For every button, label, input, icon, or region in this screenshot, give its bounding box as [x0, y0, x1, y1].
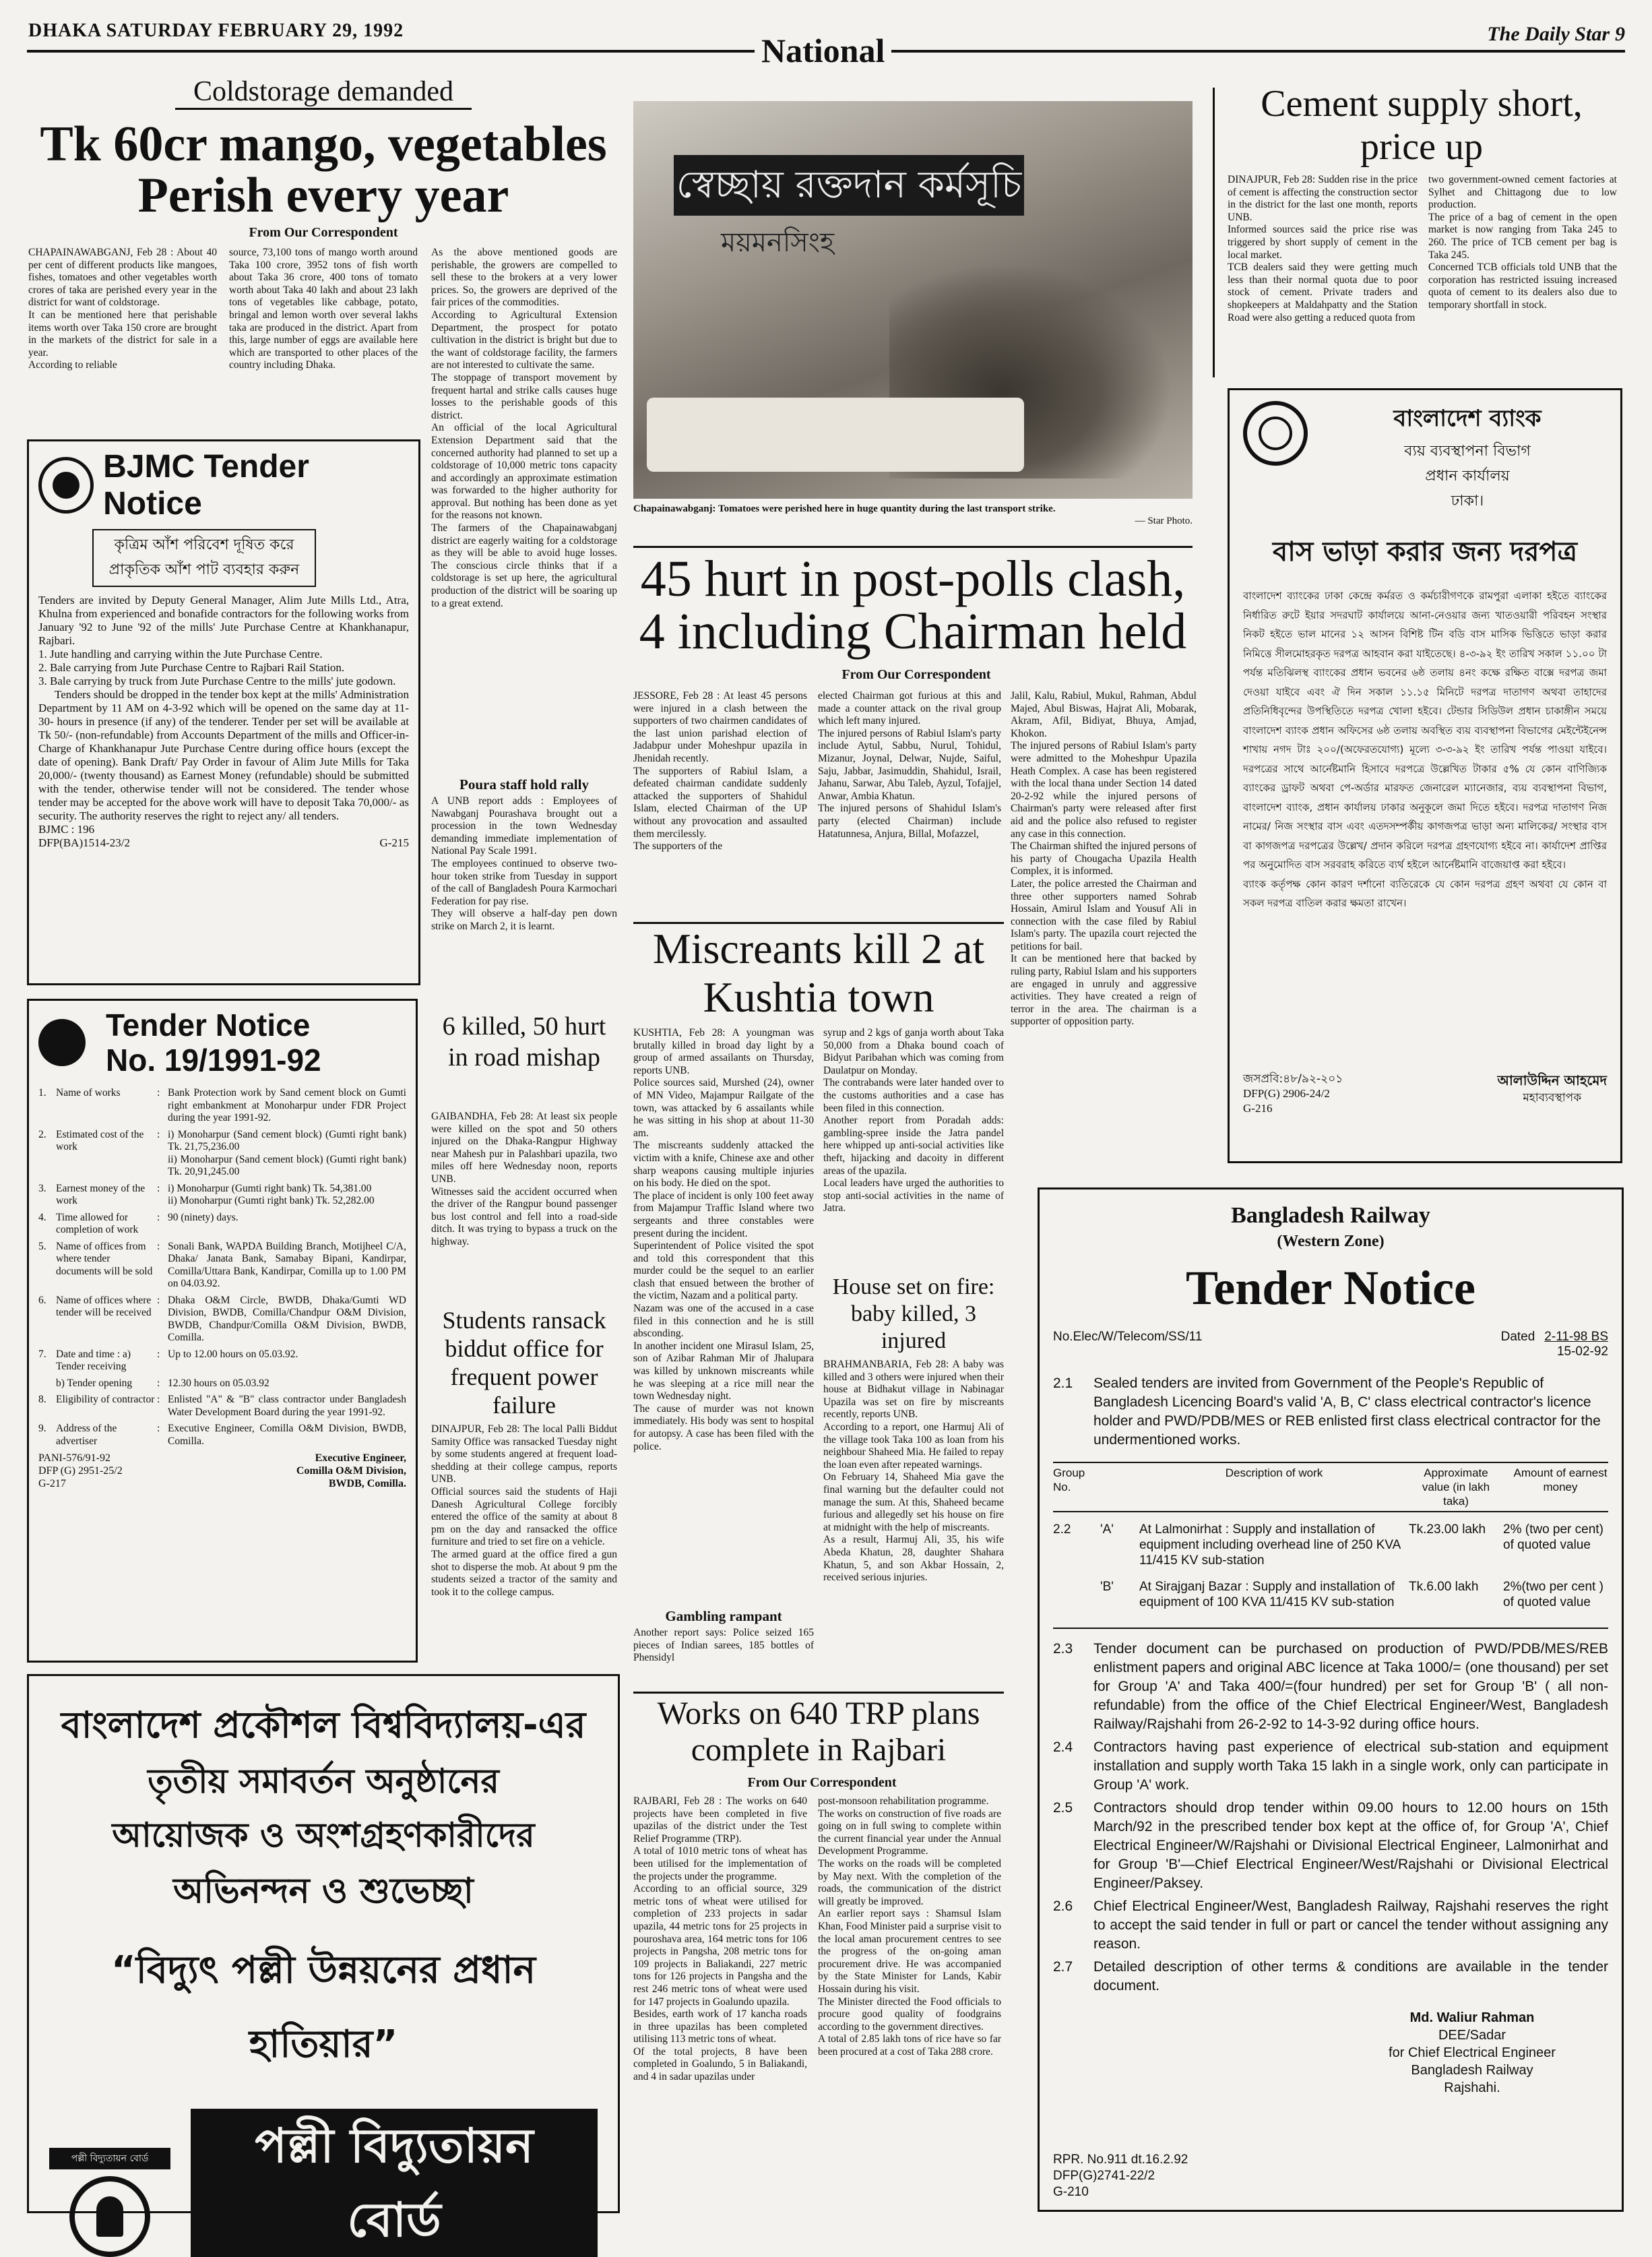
railway-para-text: Tender document can be purchased on production of PWD/PDB/MES/REB enlistment papers and original ABC licence at Taka 1000/= (one thousand) per set for Group 'A' and Taka 400/=(four hundred) per set for Group 'B' ( all non-refundable) from the office of the Chief Electrical Engineer/West, Bangladesh Railway/Rajshahi from 26-2-92 to 14-3-92 during office hours.: [1093, 1641, 1608, 1732]
paper-name: The Daily Star: [1487, 23, 1610, 45]
tender19-row-colon: :: [157, 1423, 160, 1434]
railway-title: Bangladesh Railway: [1231, 1203, 1430, 1228]
tender19-title-2: No. 19/1991-92: [106, 1043, 321, 1078]
tender19-row-value: 12.30 hours on 05.03.92: [168, 1377, 269, 1389]
railway-notice: Tender Notice: [1186, 1261, 1475, 1315]
rural-badge: [49, 2148, 170, 2257]
bb-sub-2: প্রধান কার্যালয়: [1425, 468, 1510, 485]
tender19-row-label: Name of offices from where tender documents will be sold: [56, 1240, 153, 1277]
tender19-rows: [38, 1087, 406, 1448]
tender19-title-1: Tender Notice: [106, 1008, 311, 1043]
tender19-row-num: 5.: [38, 1240, 46, 1252]
tender19-row-num: 3.: [38, 1182, 46, 1194]
photo-caption-text: Chapainawabganj: Tomatoes were perished here in huge quantity during the last transport strike.: [633, 503, 1056, 514]
tender19-row-label: Eligibility of contractor: [56, 1394, 155, 1405]
kushtia-col-1: KUSHTIA, Feb 28: A youngman was brutally killed in broad day light by a group of armed assailants on Thursday, reports UNB. Police sources said, Murshed (24), owner of MN Video, Majampur Railgate of the town, was attacked by 6 assailants while he was sitting in his shop at about 11-30 am. The miscreants suddenly attacked the victim with a knife, Chinese axe and other sharp weapons causing multiple injuries on his body. He died on the spot. The place of incident is only 100 feet away from Majampur Traffic Island where two sergeants and three constables were present during the incident. Superintendent of Police visited the spot and told this correspondent that this murder could be the sequel to an earlier clash that ensued between the brother of the victim, Nazam and a political party. Nazam was one of the accused in a case filed in this connection and he is still absconding. In another incident one Mirasul Islam, 25, son of Azibar Rahman Mir of Jhalupara was killed by unknown miscreants while he was sleeping at a rice mill near the town Wednesday night. The cause of murder was not known immediately. His body was sent to hospital for autopsy. A case has been filed with the police.: [633, 1027, 814, 1452]
tender19-row-colon: :: [157, 1211, 160, 1223]
railway-para-21-text: Sealed tenders are invited from Government of the People's Republic of Bangladesh Licencing Board's valid 'A, B, C' class electrical contractor's licence holder and PWD/PDB/MES or REB enlisted first class electrical contractor for the undermentioned works.: [1093, 1375, 1601, 1448]
tender19-row-value: Bank Protection work by Sand cement block on Gumti right embankment at Monoharpur under FDR Project during the year 1991-92.: [168, 1087, 406, 1123]
mishap-body: GAIBANDHA, Feb 28: At least six people were killed on the spot and 50 others injured on the Dhaka-Rangpur Highway near Mahesh pur in Palashbari upazila, two miles off here Wednesday noon, reports UNB. Witnesses said the accident occurred when the driver of the Rangpur bound passenger bus lost control and fell into a road-side ditch. It was trying to bypass a truck on the highway.: [431, 1111, 617, 1247]
tender19-row-num: 7.: [38, 1348, 46, 1360]
railway-ref-1: RPR. No.911 dt.16.2.92: [1053, 2153, 1188, 2167]
railway-para-num: 2.6: [1053, 1898, 1073, 1914]
kushtia-sub-body: Another report says: Police seized 165 pieces of Indian sarees, 185 bottles of Phensidyl: [633, 1627, 814, 1664]
railway-cell-em: 2%(two per cent ) of quoted value: [1503, 1580, 1603, 1609]
railway-th-earnest: Amount of earnest money: [1513, 1466, 1608, 1493]
rural-line-3: আয়োজক ও অংশগ্রহণকারীদের: [112, 1816, 535, 1855]
poura-body: A UNB report adds : Employees of Nawabganj Pourashava brought out a procession in the town Wednesday demanding immediate implementation of National Pay Scale 1991. The employees continued to observe two-hour token strike from Tuesday in support of the call of Bangladesh Poura Karmochari Federation for pay rise. They will observe a half-day pen down strike on March 2, it is learnt.: [431, 795, 617, 932]
tender19-row-colon: :: [157, 1348, 160, 1360]
tender19-row-num: [38, 1378, 56, 1390]
railway-ref-line: [1053, 1330, 1608, 1359]
page-number: 9: [1615, 23, 1625, 45]
tender19-row-label: Name of offices where tender will be received: [56, 1294, 152, 1318]
tender19-ref-2: DFP (G) 2951-25/2: [38, 1465, 123, 1477]
railway-dated-1: 2-11-98 BS: [1544, 1330, 1608, 1344]
rural-line-4: অভিনন্দন ও শুভেচ্ছা: [173, 1871, 474, 1911]
railway-signature: [1336, 2009, 1608, 2097]
tender19-row-label: Time allowed for completion of work: [56, 1211, 139, 1235]
railway-dated-label: Dated: [1500, 1330, 1535, 1344]
rural-line-2: তৃতীয় সমাবর্তন অনুষ্ঠানের: [148, 1762, 499, 1801]
tender19-row-value: Executive Engineer, Comilla O&M Division, BWDB, Comilla.: [168, 1423, 406, 1447]
rural-logo-icon: [69, 2176, 150, 2257]
tender19-row-colon: :: [157, 1377, 160, 1389]
tender19-row: [38, 1087, 406, 1125]
tender19-row: [38, 1183, 406, 1208]
poura-subhead: Poura staff hold rally: [459, 776, 589, 793]
railway-th-blank: [1100, 1466, 1139, 1508]
railway-table-body: [1053, 1512, 1608, 1628]
mango-byline: From Our Correspondent: [249, 225, 398, 240]
photo-caption: [633, 503, 1193, 527]
railway-sign-1: Md. Waliur Rahman: [1409, 2010, 1535, 2025]
railway-para-text: Detailed description of other terms & conditions are available in the tender document.: [1093, 1959, 1608, 1993]
railway-sign-5: Rajshahi.: [1444, 2080, 1500, 2095]
fire-headline: House set on fire: baby killed, 3 injured: [832, 1274, 995, 1353]
tender19-row: [38, 1423, 406, 1448]
railway-cell-g: [1053, 1579, 1100, 1610]
bjmc-footer: [38, 836, 409, 850]
bjmc-tender-box: [27, 439, 420, 985]
tender19-row-value: Dhaka O&M Circle, BWDB, Dhaka/Gumti WD Division, BWDB, Comilla/Chandpur O&M Division, BWDB, Chandpur/Comilla O&M Division, BWDB, Comilla.: [168, 1294, 406, 1343]
fire-body: BRAHMANBARIA, Feb 28: A baby was killed and 3 others were injured when their house at Bidhakut village in Nabinagar Upazila was set on fire by miscreants recently, reports UNB. According to a report, one Harmuj Ali of the village took Taka 100 as loan from his neighbour Shaheed Mia. He failed to repay the loan even after repeated warnings. On February 14, Shaheed Mia gave the final warning but the defaulter could not manage the sum. At this, Shaheed became furious and allegedly set his house on fire at midnight with the help of miscreants. As a result, Harmuj Ali, 35, his wife Abeda Khatun, 28, daughter Shahara Khatun, 5, and son Akbar Hossain, 2, received serious injuries.: [823, 1359, 1004, 1584]
railway-refs: [1053, 2152, 1188, 2200]
railway-para-21-num: 2.1: [1053, 1375, 1073, 1391]
railway-para-text: Contractors should drop tender within 09.00 hours to 12.00 hours on 15th March/92 in the prescribed tender box kept at the office of, for Group 'A', Chief Electrical Engineer/W/Rajshahi or Divisional Electrical Engineer, Lalmonirhat and for Group 'B'—Chief Electrical Engineer/West/Rajshahi or Divisional Electrical Engineer/Paksey.: [1093, 1800, 1608, 1891]
tender19-row-num: 6.: [38, 1294, 46, 1306]
kushtia-headline: Miscreants kill 2 at Kushtia town: [652, 925, 985, 1021]
trp-top-rule: [633, 1692, 1004, 1694]
photo-stretcher: [647, 398, 1024, 472]
tender19-code: G-217: [38, 1478, 66, 1489]
mango-headline-2: Perish every year: [137, 168, 509, 223]
tender19-row-label: Address of the advertiser: [56, 1423, 117, 1447]
railway-sign-2: DEE/Sadar: [1438, 2028, 1506, 2043]
tender19-row-label: Date and time : a) Tender receiving: [56, 1348, 131, 1372]
clash-byline: From Our Correspondent: [841, 667, 991, 682]
tender19-row-label: b) Tender opening: [56, 1377, 133, 1389]
railway-para: [1053, 1958, 1608, 1996]
railway-cell-val: Tk.6.00 lakh: [1409, 1580, 1479, 1594]
tender19-row-colon: :: [157, 1128, 160, 1140]
photo-banner-2: ময়মনসিংহ: [721, 227, 834, 258]
railway-zone: (Western Zone): [1277, 1233, 1385, 1250]
railway-cell-s: 'B': [1100, 1580, 1114, 1594]
tender19-row-value: 90 (ninety) days.: [168, 1211, 239, 1223]
railway-para: [1053, 1738, 1608, 1795]
trp-byline: From Our Correspondent: [747, 1775, 897, 1790]
tender19-sign-1: Executive Engineer,: [315, 1452, 406, 1464]
tender19-row: [38, 1394, 406, 1419]
paper-page: [1487, 23, 1625, 46]
bjmc-title: BJMC Tender Notice: [103, 449, 309, 522]
tender19-row-label: Estimated cost of the work: [56, 1128, 144, 1152]
kushtia-col-2: syrup and 2 kgs of ganja worth about Taka 50,000 from a Dhaka bound coach of Bidyut Paribahan which was coming from Daulatpur on Monday. The contrabands were later handed over to the customs authorities and a case has been filed in this connection. Another report from Poradah adds: gambling-spree inside the Jatra pandel here whipped up anti-social activities like theft, hijacking and dacoity in different areas of the upazila. Local leaders have urged the authorities to stop anti-social activities in the name of Jatra.: [823, 1027, 1004, 1214]
railway-para-num: 2.4: [1053, 1739, 1073, 1755]
tender19-row: [38, 1241, 406, 1291]
bjmc-ref-1: BJMC : 196: [38, 823, 95, 836]
railway-para-text: Chief Electrical Engineer/West, Bangladesh Railway, Rajshahi reserves the right to accept the said tender in full or part or cancel the tender without assigning any reason.: [1093, 1898, 1608, 1952]
railway-para-num: 2.5: [1053, 1800, 1073, 1816]
tender19-row-value: Up to 12.00 hours on 05.03.92.: [168, 1348, 298, 1360]
tender19-row-colon: :: [157, 1394, 160, 1405]
railway-cell-g: 2.2: [1053, 1522, 1071, 1537]
railway-table-row: [1053, 1522, 1608, 1568]
tender19-row-label: Earnest money of the work: [56, 1182, 146, 1206]
railway-cell-desc: At Sirajganj Bazar : Supply and installation of equipment of 100 KVA 11/415 KV sub-station: [1139, 1580, 1395, 1609]
bb-headline: বাস ভাড়া করার জন্য দরপত্র: [1273, 536, 1577, 567]
bb-sign-2: মহাব্যবস্থাপক: [1523, 1091, 1582, 1105]
railway-th-value: Approximate value (in lakh taka): [1422, 1466, 1490, 1508]
dateline: DHAKA SATURDAY FEBRUARY 29, 1992: [28, 20, 404, 41]
rural-quote: “বিদ্যুৎ পল্লী উন্নয়নের প্রধান হাতিয়ার”: [110, 1948, 536, 2066]
railway-cell-desc: At Lalmonirhat : Supply and installation of equipment including overhead line of 250 KVA 11/415 KV sub-station: [1139, 1522, 1401, 1568]
kushtia-subhead: Gambling rampant: [665, 1608, 782, 1624]
tender19-header: [38, 1008, 406, 1078]
cement-headline: Cement supply short, price up: [1261, 83, 1583, 168]
tender19-footer: [38, 1452, 406, 1490]
tender19-row-colon: :: [157, 1240, 160, 1252]
tender19-row: [38, 1349, 406, 1373]
bb-logo-icon: [1243, 401, 1308, 466]
bb-ref-2: DFP(G) 2906-24/2: [1243, 1087, 1330, 1100]
clash-headline-2: 4 including Chairman held: [639, 603, 1187, 660]
tender19-ref-1: PANI-576/91-92: [38, 1452, 110, 1464]
bb-footer: [1243, 1072, 1607, 1116]
railway-table-header: [1053, 1463, 1608, 1512]
railway-paras: [1053, 1640, 1608, 1996]
clash-col-3: Jalil, Kalu, Rabiul, Mukul, Rahman, Abdul Majed, Abul Biswas, Hajrat Ali, Mobarak, Akram, Afil, Bidiyat, Bhuya, Amjad, Khokon. The injured persons of Rabiul Islam's party were admitted to the Moheshpur Upazila Heath Complex. A case has been registered with the local thana under Section 14 dated 20-2-92 while the injured persons of Chairman's party were released after first aid and the police also refused to register any case in this connection. The Chairman shifted the injured persons of his party of Chougacha Upazila Health Complex, it is informed. Later, the police arrested the Chairman and three other supporters named Sohrab Hossain, Amirul Islam and Yousuf Ali in connection with the case filed by Rabiul Islam's party. The upazila court rejected the petitions for bail. It can be mentioned here that backed by ruling party, Rabiul Islam and his supporters are engaged in unruly and aggressive activities. They have created a reign of terror in the area. The chairman is a supporter of opposition party.: [1011, 690, 1197, 1028]
tender19-row-num: 1.: [38, 1087, 46, 1099]
mango-headline-1: Tk 60cr mango, vegetables: [40, 117, 607, 172]
biddut-headline: Students ransack biddut office for frequent power failure: [442, 1307, 606, 1419]
bjmc-slogan-box: [92, 529, 316, 587]
photo-credit: — Star Photo.: [1135, 516, 1193, 526]
photo-banner: স্বেচ্ছায় রক্তদান কর্মসূচি: [674, 155, 1024, 216]
tender19-row-label: Name of works: [56, 1087, 121, 1099]
tender19-row: [38, 1129, 406, 1179]
railway-table-row: [1053, 1579, 1608, 1610]
mango-col-3: As the above mentioned goods are perishable, the growers are compelled to sell these to the brokers at a very lower prices. So, the growers are deprived of the fair prices of the commodities. According to Agricultural Extension Department, the prospect for potato cultivation in the district is bright but due to the want of coldstorage facility, the farmers are not interested to cultivate the same. The stoppage of transport movement by frequent hartal and strike calls causes huge losses to the perishable goods of this district. An official of the local Agricultural Extension Department said that the concerned authority had planned to set up a coldstorage of 10,000 metric tons capacity and accordingly an approximate estimation was forwarded to the higher authority for approval. But nothing has been done as yet for the reasons not known. The farmers of the Chapainawabganj district are eagerly waiting for a coldstorage as they will be able to avoid huge losses. The conscious circle thinks that if a coldstorage is set up here, the agricultural production of the district will be soaring up to a great extend.: [431, 247, 617, 609]
bb-title: বাংলাদেশ ব্যাংক: [1393, 405, 1542, 432]
railway-cell-s: 'A': [1100, 1522, 1114, 1537]
railway-ref-2: DFP(G)2741-22/2: [1053, 2169, 1155, 2183]
railway-code: G-210: [1053, 2185, 1089, 2199]
blood-donation-photo: [633, 101, 1193, 499]
bjmc-body: Tenders should be dropped in the tender box kept at the mills' Administration Department by 11 AM on 4-3-92 which will be opened on the same day at 11-30- hours in presence (if any) of the tenderer. Tender per set will be available at Tk 50/- (non-refundable) from Accounts Department of the mills and Officer-in-Charge of Khankhanapur Jute Purchase Centre during office hours (except the date of opening). Bank Draft/ Pay Order in favour of Alim Jute Mills for Taka 20,000/- (twenty thousand) as Earnest Money (refundable) should be submitted with the tender, otherwise tender will not be considered. The tender whose tender may be accepted for the above work will have to deposit Taka 70,000/- as security. The authority reserves the right to reject any/ all tenders.: [38, 688, 409, 822]
railway-para: [1053, 1640, 1608, 1734]
clash-col-2: elected Chairman got furious at this and made a counter attack on the rival group which left many injured. The injured persons of Rabiul Islam's party include Aytul, Sabbu, Nurul, Tohidul, Mizanur, Joynal, Delwar, Nujde, Saiful, Saju, Jabbar, Jasimuddin, Shahidul, Israil, Jahanu, Sarwar, Abu Taleb, Ayzul, Tofajjel, Anwar, Ambia Khatun. The injured persons of Shahidul Islam's party (elected Chairman) include Hatatunnesa, Anjura, Billal, Mofazzel,: [818, 690, 1001, 840]
tender19-row-num: 4.: [38, 1211, 46, 1223]
tender19-row-value: i) Monoharpur (Gumti right bank) Tk. 54,381.00 ii) Monoharpur (Gumti right bank) Tk. 52,282.00: [168, 1182, 375, 1206]
railway-para: [1053, 1897, 1608, 1954]
bjmc-intro: Tenders are invited by Deputy General Manager, Alim Jute Mills Ltd., Atra, Khulna from experienced and bonafide contractors for the following works from January '92 to June '92 of the mills' Jute Purchase Centre at Khankhanapur, Rajbari.: [38, 594, 409, 647]
tender19-sign-3: BWDB, Comilla.: [328, 1478, 406, 1489]
bwdb-logo-icon: [38, 1019, 86, 1066]
railway-th-desc: Description of work: [1225, 1466, 1323, 1479]
bb-sub-1: ব্যয় ব্যবস্থাপনা বিভাগ: [1404, 443, 1531, 460]
rural-line-1: বাংলাদেশ প্রকৌশল বিশ্ববিদ্যালয়-এর: [61, 1704, 586, 1746]
railway-para: [1053, 1799, 1608, 1893]
tender19-row-num: 2.: [38, 1128, 46, 1140]
railway-ref: No.Elec/W/Telecom/SS/11: [1053, 1330, 1203, 1344]
tender19-row-value: Sonali Bank, WAPDA Building Branch, Motijheel C/A, Dhaka/ Janata Bank, Samabay Bipani, Kandirpar, Comilla/Uttara Bank, Kandirpar, Comilla up to 1.00 PM on 04.03.92.: [168, 1240, 406, 1289]
railway-dated: [1501, 1330, 1608, 1359]
railway-para-21: [1053, 1374, 1608, 1450]
tender19-row-value: i) Monoharpur (Sand cement block) (Gumti right bank) Tk. 21,75,236.00 ii) Monoharpur (Sand cement block) (Gumti right bank) Tk. 20,91,245.00: [168, 1128, 406, 1177]
mango-kicker: Coldstorage demanded: [175, 75, 472, 110]
tender19-box: [27, 999, 418, 1663]
bb-sign-1: আলাউদ্দিন আহমেদ: [1497, 1072, 1607, 1088]
tender19-row: [38, 1295, 406, 1344]
bjmc-slogan-1: কৃত্রিম আঁশ পরিবেশ দূষিত করে: [114, 536, 294, 553]
mishap-headline: 6 killed, 50 hurt in road mishap: [442, 1012, 606, 1072]
railway-sign-4: Bangladesh Railway: [1411, 2063, 1533, 2078]
tender19-row-colon: :: [157, 1294, 160, 1306]
clash-col-1: JESSORE, Feb 28 : At least 45 persons were injured in a clash between the supporters of two chairmen candidates of the last union parishad election of Jadabpur under Moheshpur upazila in Jhenidah recently. The supporters of Rabiul Islam, a defeated chairman candidate suddenly attacked the supporters of Shahidul Islam, elected Chairman of the UP without any provocation and assaulted them mercilessly. The supporters of the: [633, 690, 807, 853]
tender19-row-num: 8.: [38, 1394, 46, 1405]
railway-para-text: Contractors having past experience of electrical sub-station and equipment installation and supply worth Taka 15 lakh in a single work, only can participate in Group 'A' work.: [1093, 1739, 1608, 1793]
bangladesh-bank-ad: [1228, 388, 1622, 1163]
rural-badge-label: পল্লী বিদ্যুতায়ন বোর্ড: [49, 2148, 170, 2169]
section-title: National: [755, 31, 891, 70]
bjmc-header: [38, 448, 409, 522]
rural-footer: [49, 2109, 598, 2257]
railway-table: [1053, 1462, 1608, 1629]
railway-dated-2: 15-02-92: [1556, 1344, 1608, 1359]
bjmc-ref-2: DFP(BA)1514-23/2: [38, 836, 131, 849]
right-col-divider: [1213, 88, 1215, 377]
trp-headline: Works on 640 TRP plans complete in Rajbari: [657, 1696, 980, 1768]
mango-col-1: CHAPAINAWABGANJ, Feb 28 : About 40 per cent of different products like mangoes, fishes, tomatoes and other vegetables worth crores of taka are perished every year in the district for want of coldstorage. It can be mentioned here that perishable items worth over Taka 150 crore are brought in the markets of the district for sale in a year. According to reliable: [28, 247, 217, 371]
tender19-row-value: Enlisted "A" & "B" class contractor under Bangladesh Water Development Board during the year 1991-92.: [168, 1394, 406, 1418]
bjmc-item-1: 1. Jute handling and carrying within the Jute Purchase Centre.: [38, 648, 323, 660]
bjmc-item-2: 2. Bale carrying from Jute Purchase Centre to Rajbari Rail Station.: [38, 661, 345, 674]
tender19-row-colon: :: [157, 1087, 160, 1099]
railway-tender-box: [1038, 1187, 1624, 2212]
railway-para-num: 2.7: [1053, 1959, 1073, 1975]
railway-cell-em: 2% (two per cent) of quoted value: [1503, 1522, 1603, 1552]
bb-ref-1: জসপ্রবি:৪৮/৯২-২০১: [1243, 1072, 1343, 1086]
mango-col-2: source, 73,100 tons of mango worth around Taka 100 crore, 3952 tons of fish worth about Taka 36 crore, 400 tons of tomato worth about Taka 40 lakh and about 23 lakh tons of vegetables like cabbage, potato, bringal and lemon worth over several lakhs taka are produced in the district. Apart from this, large number of eggs are available here which are transported to other places of the country including Dhaka.: [229, 247, 418, 371]
bjmc-slogan-2: প্রাকৃতিক আঁশ পাট ব্যবহার করুন: [108, 561, 300, 578]
kushtia-top-rule: [633, 922, 1004, 924]
bjmc-logo-icon: [38, 457, 94, 514]
cement-col-1: DINAJPUR, Feb 28: Sudden rise in the price of cement is affecting the construction sector in the district for the last one month, reports UNB. Informed sources said the price rise was triggered by short supply of cement in the local market. TCB dealers said they were getting much less than their normal quota due to poor stock of cement. Private traders and shopkeepers at Maldahpatty and the Station Road were also getting a reduced quota from: [1228, 174, 1418, 323]
cement-col-2: two government-owned cement factories at Sylhet and Chittagong due to low production. The price of a bag of cement in the open market is now ranging from Taka 245 to 260. The price of TCB cement per bag is Taka 245. Concerned TCB officials told UNB that the corporation has restricted issuing increased quota of cement to its dealers also due to temporary shortfall in stock.: [1428, 174, 1617, 311]
trp-col-1: RAJBARI, Feb 28 : The works on 640 projects have been completed in five upazilas of the district under the Test Relief Programme (TRP). A total of 1010 metric tons of wheat has been utilised for the implementation of the projects under the programme. According to an official source, 329 metric tons of wheat were utilised for completion of 233 projects in sadar upazila, 44 metric tons for 25 projects in pouroshava area, 164 metric tons for 106 projects in Pangsha, 208 metric tons for 109 projects in Baliakandi, 227 metric tons for 126 projects in Pangsha and the rest 246 metric tons of wheat were used for 147 projects in Goalundo upazila. Besides, earth work of 17 kancha roads in three upazilas has been completed utilising 113 metric tons of wheat. Of the total projects, 8 have been completed in Goalundo, 5 in Baliakandi, and 4 in sadar upazilas under: [633, 1795, 807, 2083]
bb-header: [1243, 401, 1607, 514]
bb-sub-3: ঢাকা।: [1451, 493, 1484, 509]
trp-col-2: post-monsoon rehabilitation programme. The works on construction of five roads are going on in full swing to complete within the current financial year under the Annual Development Programme. The works on the roads will be completed by May next. With the completion of the roads, the communication of the district will greatly be improved. An earlier report says : Shamsul Islam Khan, Food Minister paid a surprise visit to the local aman procurement centres to see the progress of the on-going aman procurement drive. He was accompanied by the State Minister for Lands, Kabir Hossain during his visit. The Minister directed the Food officials to procure good quality of foodgrains according to the government directives. A total of 2.85 lakh tons of rice have so far been procured at a cost of Taka 288 crore.: [818, 1795, 1001, 2058]
tender19-row-colon: :: [157, 1182, 160, 1194]
rural-electrification-ad: [27, 1674, 620, 2248]
bb-code: G-216: [1243, 1102, 1273, 1115]
bb-body: বাংলাদেশ ব্যাংকের ঢাকা কেন্দ্রে কর্মরত ও কর্মচারীগণকে রামপুরা এলাকা হইতে ব্যাংকের নির্ধারিত রুটে ইয়ার সদরঘাট কার্যালয়ে আনা-নেওয়ার জন্য খাতওয়ারী পরিবহন সংস্থার নিকট হইতে ভাল মানের ১২ আসন বিশিষ্ট টিন বডি বাস মাসিক ভিত্তিতে ভাড়া করার নিমিত্তে সীলমোহরকৃত দরপত্র আহবান করা যাইতেছে। ৪-৩-৯২ ইং তারিখ সকাল ১১.০০ টা পর্যন্ত মতিঝিলস্থ ব্যাংকের প্রধান ভবনের ৬ষ্ঠ তলায় ৪নং কক্ষে রক্ষিত বাক্সে দরপত্র জমা দেওয়া যাইবে এবং ঐ দিন সকাল ১১.১৫ মিনিটে দরপত্র দাতাগণ অথবা তাহাদের প্রতিনিধিবৃন্দের উপস্থিতিতে দরপত্র খোলা হইবে। টেন্ডার সিডিউল প্রধান চাকাঙ্গীন সময়ে বাংলাদেশ ব্যাংক প্রধান অফিসের ৬ষ্ঠ তলায় অবস্থিত ব্যয় ব্যবস্থাপনা বিভাগের মেইন্টেইনেন্স শাখায় নগদ টাঃ ২০০/(অফেরতযোগ্য) মূল্যে ৩-৩-৯২ ইং তারিখ পর্যন্ত পাওয়া যাইবে। দরপত্রের সাথে আর্নেষ্টমানি হিসাবে দরপত্রে উল্লেখিত টাকার ৫% যে কোন বাণিজ্যিক ব্যাংকের ড্রাফট অথবা পে-অর্ডার মারফত জেনারেল ম্যানেজার, ব্যয় ব্যবস্থাপনা বিভাগ, বাংলাদেশ ব্যাংক, প্রধান কার্যালয় ঢাকার অনুকূলে জমা দিতে হইবে। দরপত্র দাতাগণ নিজ নামের/ নিজ সংস্থার বাস এবং এতদসম্পর্কীয় কাগজপত্র ভাড়া অন্য মালিকের/ সংস্থার বাস বা কাগজপত্র দরপত্রের উল্লেখ/ প্রদান করিলে দরপত্র গ্রহণযোগ্য হইবে না। কার্যাদেশ প্রাপ্তির পর অনুমোদিত বাস সরবরাহ করিতে ব্যর্থ হইলে আর্নেষ্টমানি বাজেয়াপ্ত করা হইবে। ব্যাংক কর্তৃপক্ষ কোন কারণ দর্শানো ব্যতিরেকে যে কোন দরপত্র গ্রহণ অথবা যে কোন বা সকল দরপত্র বাতিল করার ক্ষমতা রাখেন।: [1243, 590, 1607, 909]
bjmc-item-3: 3. Bale carrying by truck from Jute Purchase Centre to the mills' jute godown.: [38, 675, 396, 687]
clash-top-rule: [633, 546, 1193, 548]
rural-board-name: পল্লী বিদ্যুতায়ন বোর্ড: [191, 2109, 598, 2257]
railway-th-group: Group No.: [1053, 1466, 1085, 1493]
bjmc-code: G-215: [379, 836, 409, 849]
railway-para-num: 2.3: [1053, 1641, 1073, 1657]
tender19-row: [38, 1212, 406, 1237]
tender19-row-num: 9.: [38, 1423, 46, 1434]
tender19-sign-2: Comilla O&M Division,: [296, 1465, 406, 1477]
railway-cell-val: Tk.23.00 lakh: [1409, 1522, 1486, 1537]
railway-sign-3: for Chief Electrical Engineer: [1389, 2045, 1556, 2060]
clash-headline-1: 45 hurt in post-polls clash,: [640, 551, 1186, 607]
tender19-row: [38, 1378, 406, 1390]
biddut-body: DINAJPUR, Feb 28: The local Palli Biddut Samity Office was ransacked Tuesday night by some students angered at frequent load-shedding at their college campus, reports UNB. Official sources said the students of Haji Danesh Agricultural College forcibly entered the office of the samity at about 8 pm on the day and ransacked the office furniture and tried to set fire on a vehicle. The armed guard at the office fired a gun shot to disperse the mob. At about 9 pm the students seized a tractor of the samity and took it to the college campus.: [431, 1423, 617, 1598]
